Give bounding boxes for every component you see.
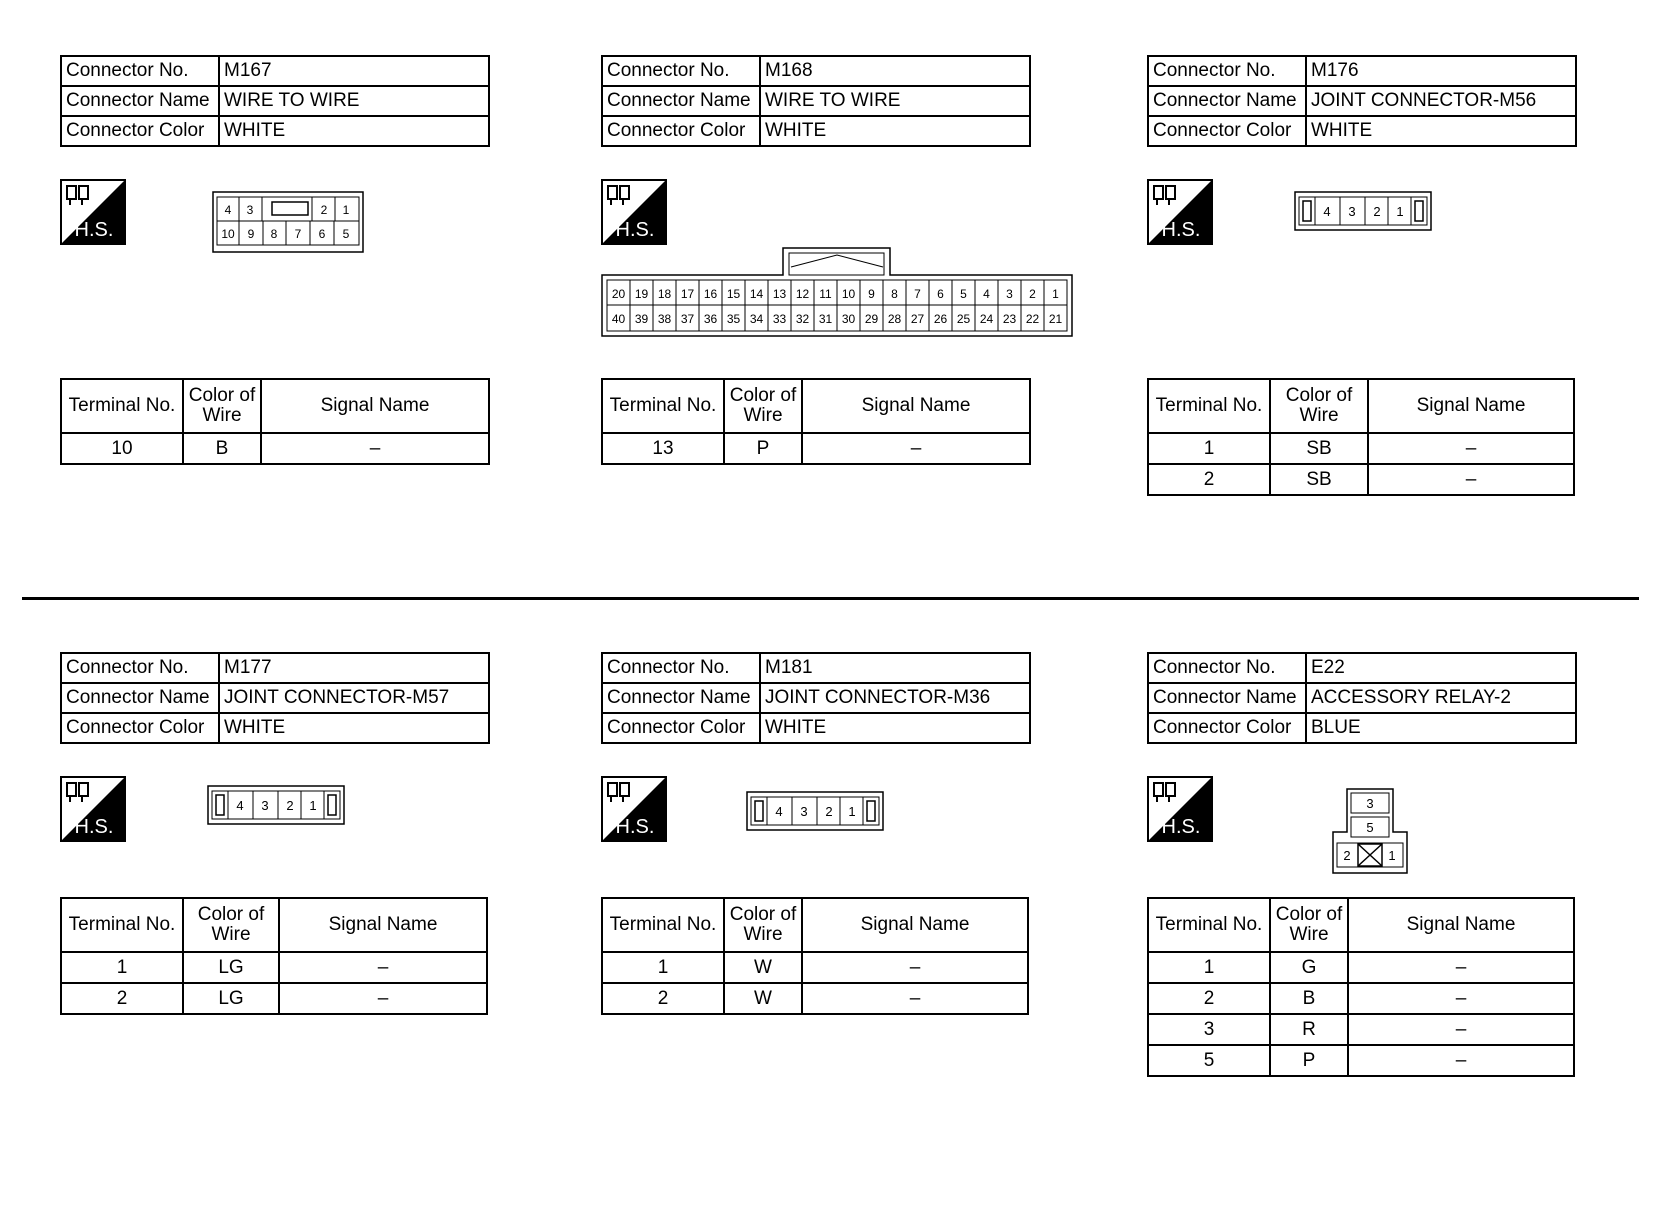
connector-color-value: WHITE [1306,116,1576,146]
connector-block-m176 [1147,55,1577,490]
pin-label: 6 [937,287,944,301]
section-divider [22,597,1639,600]
pin-label: 12 [795,287,810,301]
pin-label: 3 [1348,204,1356,219]
connector-name-label: Connector Name [61,86,219,116]
terminal-no-cell: 2 [1148,464,1270,495]
pin-label: 2 [1343,848,1351,863]
pin-label: 1 [1396,204,1404,219]
pin-label: 18 [657,287,672,301]
pin-label: 28 [887,312,902,326]
connector-no-label: Connector No. [1148,653,1306,683]
wire-color-cell: P [1270,1045,1348,1076]
pin-label: 8 [891,287,898,301]
connector-name-label: Connector Name [602,86,760,116]
pin-label: 7 [294,227,302,241]
connector-info-table [601,55,1031,147]
wire-color-cell: W [724,983,802,1014]
pin-label: 4 [983,287,990,301]
pin-label: 19 [634,287,649,301]
pin-label: 7 [914,287,921,301]
hs-label: H.S. [1161,219,1201,241]
pin-label: 3 [1006,287,1013,301]
connector-no-label: Connector No. [602,653,760,683]
table-row [602,983,1028,1014]
connector-no-value: M168 [760,56,1030,86]
wire-color-header: Color of Wire [1270,379,1368,433]
terminal-no-cell: 2 [61,983,183,1014]
hs-label: H.S. [74,219,114,241]
table-row [61,952,487,983]
wire-color-cell: B [1270,983,1348,1014]
harness-side-icon [1147,776,1213,842]
connector-face-diagram [212,191,364,253]
signal-name-header: Signal Name [279,898,487,952]
harness-side-icon [1147,179,1213,245]
signal-name-header: Signal Name [1348,898,1574,952]
pin-label: 6 [318,227,326,241]
pin-label: 4 [224,203,232,217]
signal-name-cell: – [1368,464,1574,495]
pin-label: 1 [1052,287,1059,301]
connector-color-label: Connector Color [1148,713,1306,743]
pin-label: 27 [910,312,925,326]
signal-name-cell: – [802,433,1030,464]
connector-name-label: Connector Name [1148,683,1306,713]
wire-color-cell: SB [1270,464,1368,495]
terminal-no-header: Terminal No. [602,379,724,433]
pin-label: 2 [825,804,833,819]
signal-name-cell: – [802,983,1028,1014]
pin-label: 30 [841,312,856,326]
connector-color-value: WHITE [219,713,489,743]
pin-label: 1 [1388,848,1396,863]
connector-block-m181 [601,652,1031,1009]
terminal-table [60,897,488,1015]
signal-name-cell: – [1348,1014,1574,1045]
terminal-no-header: Terminal No. [602,898,724,952]
pin-label: 5 [960,287,967,301]
harness-side-icon [601,179,667,245]
connector-color-value: WHITE [219,116,489,146]
pin-label: 3 [1366,796,1374,811]
hs-label: H.S. [615,219,655,241]
terminal-no-header: Terminal No. [61,898,183,952]
connector-no-value: M176 [1306,56,1576,86]
pin-label: 2 [320,203,328,217]
terminal-table [601,897,1029,1015]
table-row [1148,952,1574,983]
pin-label: 39 [634,312,649,326]
wire-color-cell: LG [183,952,279,983]
connector-name-label: Connector Name [602,683,760,713]
pin-label: 21 [1048,312,1063,326]
table-row [602,433,1030,464]
pin-label: 26 [933,312,948,326]
pin-label: 22 [1025,312,1040,326]
connector-color-value: BLUE [1306,713,1576,743]
pin-label: 15 [726,287,741,301]
connector-name-label: Connector Name [61,683,219,713]
wire-color-header: Color of Wire [183,379,261,433]
table-row [61,983,487,1014]
connector-name-value: JOINT CONNECTOR-M57 [219,683,489,713]
connector-name-label: Connector Name [1148,86,1306,116]
pin-label: 1 [342,203,350,217]
connector-no-value: M167 [219,56,489,86]
pin-label: 24 [979,312,994,326]
connector-info-table [60,652,490,744]
terminal-table [1147,378,1575,496]
signal-name-header: Signal Name [1368,379,1574,433]
terminal-no-header: Terminal No. [1148,379,1270,433]
signal-name-cell: – [1348,952,1574,983]
connector-name-value: JOINT CONNECTOR-M36 [760,683,1030,713]
pin-label: 17 [680,287,695,301]
pin-label: 11 [819,287,832,301]
connector-name-value: WIRE TO WIRE [219,86,489,116]
connector-no-label: Connector No. [1148,56,1306,86]
pin-label: 33 [772,312,787,326]
wire-color-cell: B [183,433,261,464]
pin-label: 4 [236,798,244,813]
connector-color-label: Connector Color [602,713,760,743]
connector-color-value: WHITE [760,116,1030,146]
pin-label: 35 [726,312,741,326]
pin-label: 3 [800,804,808,819]
wire-color-cell: P [724,433,802,464]
wire-color-cell: G [1270,952,1348,983]
pin-label: 1 [848,804,856,819]
signal-name-cell: – [1348,1045,1574,1076]
connector-name-value: ACCESSORY RELAY-2 [1306,683,1576,713]
signal-name-cell: – [279,983,487,1014]
table-row [1148,1014,1574,1045]
pin-label: 9 [247,227,255,241]
terminal-no-cell: 1 [602,952,724,983]
pin-label: 4 [775,804,783,819]
pin-label: 3 [261,798,269,813]
pin-label: 3 [246,203,254,217]
signal-name-header: Signal Name [802,898,1028,952]
signal-name-cell: – [261,433,489,464]
connector-block-m177 [60,652,490,1009]
pin-label: 32 [795,312,810,326]
pin-label: 2 [286,798,294,813]
pin-label: 10 [841,287,856,301]
pin-label: 2 [1373,204,1381,219]
connector-block-m167 [60,55,490,459]
terminal-no-cell: 10 [61,433,183,464]
wire-color-cell: LG [183,983,279,1014]
connector-info-table [1147,55,1577,147]
connector-no-value: M177 [219,653,489,683]
pin-label: 10 [221,227,235,241]
connector-face-diagram [746,791,884,831]
connector-name-value: WIRE TO WIRE [760,86,1030,116]
pin-label: 8 [270,227,278,241]
connector-no-label: Connector No. [61,56,219,86]
pin-label: 1 [309,798,317,813]
pin-label: 14 [749,287,764,301]
terminal-no-cell: 1 [1148,433,1270,464]
hs-label: H.S. [74,816,114,838]
table-row [1148,433,1574,464]
connector-no-label: Connector No. [61,653,219,683]
pin-label: 36 [703,312,718,326]
signal-name-cell: – [1368,433,1574,464]
connector-face-diagram [1294,191,1432,231]
connector-block-m168 [601,55,1081,459]
pin-label: 34 [749,312,764,326]
connector-color-label: Connector Color [602,116,760,146]
pin-label: 37 [680,312,695,326]
connector-info-table [601,652,1031,744]
terminal-no-cell: 2 [1148,983,1270,1014]
table-row [61,433,489,464]
wire-color-header: Color of Wire [1270,898,1348,952]
wire-color-cell: R [1270,1014,1348,1045]
connector-info-table [60,55,490,147]
wire-color-cell: W [724,952,802,983]
connector-name-value: JOINT CONNECTOR-M56 [1306,86,1576,116]
terminal-table [1147,897,1575,1077]
pin-label: 40 [611,312,626,326]
table-row [602,952,1028,983]
terminal-no-cell: 13 [602,433,724,464]
pin-label: 16 [703,287,718,301]
terminal-table [60,378,490,465]
pin-label: 25 [956,312,971,326]
terminal-no-cell: 2 [602,983,724,1014]
connector-block-e22 [1147,652,1577,1071]
terminal-no-header: Terminal No. [61,379,183,433]
connector-color-value: WHITE [760,713,1030,743]
hs-label: H.S. [615,816,655,838]
terminal-no-header: Terminal No. [1148,898,1270,952]
connector-color-label: Connector Color [61,116,219,146]
terminal-no-cell: 1 [1148,952,1270,983]
pin-label: 31 [818,312,833,326]
wire-color-header: Color of Wire [183,898,279,952]
connector-face-diagram [1327,788,1413,874]
signal-name-cell: – [802,952,1028,983]
pin-label: 29 [864,312,879,326]
signal-name-cell: – [1348,983,1574,1014]
wire-color-header: Color of Wire [724,898,802,952]
connector-face-diagram [207,785,345,825]
connector-info-table [1147,652,1577,744]
pin-label: 5 [342,227,350,241]
signal-name-cell: – [279,952,487,983]
connector-no-value: E22 [1306,653,1576,683]
connector-no-value: M181 [760,653,1030,683]
connector-color-label: Connector Color [1148,116,1306,146]
pin-label: 23 [1002,312,1017,326]
wire-color-cell: SB [1270,433,1368,464]
connector-color-label: Connector Color [61,713,219,743]
connector-no-label: Connector No. [602,56,760,86]
terminal-no-cell: 5 [1148,1045,1270,1076]
pin-label: 20 [611,287,626,301]
harness-side-icon [60,179,126,245]
hs-label: H.S. [1161,816,1201,838]
pin-label: 2 [1029,287,1036,301]
terminal-table [601,378,1031,465]
signal-name-header: Signal Name [802,379,1030,433]
harness-side-icon [60,776,126,842]
pin-label: 13 [772,287,787,301]
connector-face-diagram [601,247,1073,337]
signal-name-header: Signal Name [261,379,489,433]
terminal-no-cell: 1 [61,952,183,983]
wire-color-header: Color of Wire [724,379,802,433]
harness-side-icon [601,776,667,842]
pin-label: 4 [1323,204,1331,219]
terminal-no-cell: 3 [1148,1014,1270,1045]
pin-label: 9 [868,287,875,301]
table-row [1148,983,1574,1014]
table-row [1148,464,1574,495]
pin-label: 38 [657,312,672,326]
pin-label: 5 [1366,820,1374,835]
table-row [1148,1045,1574,1076]
